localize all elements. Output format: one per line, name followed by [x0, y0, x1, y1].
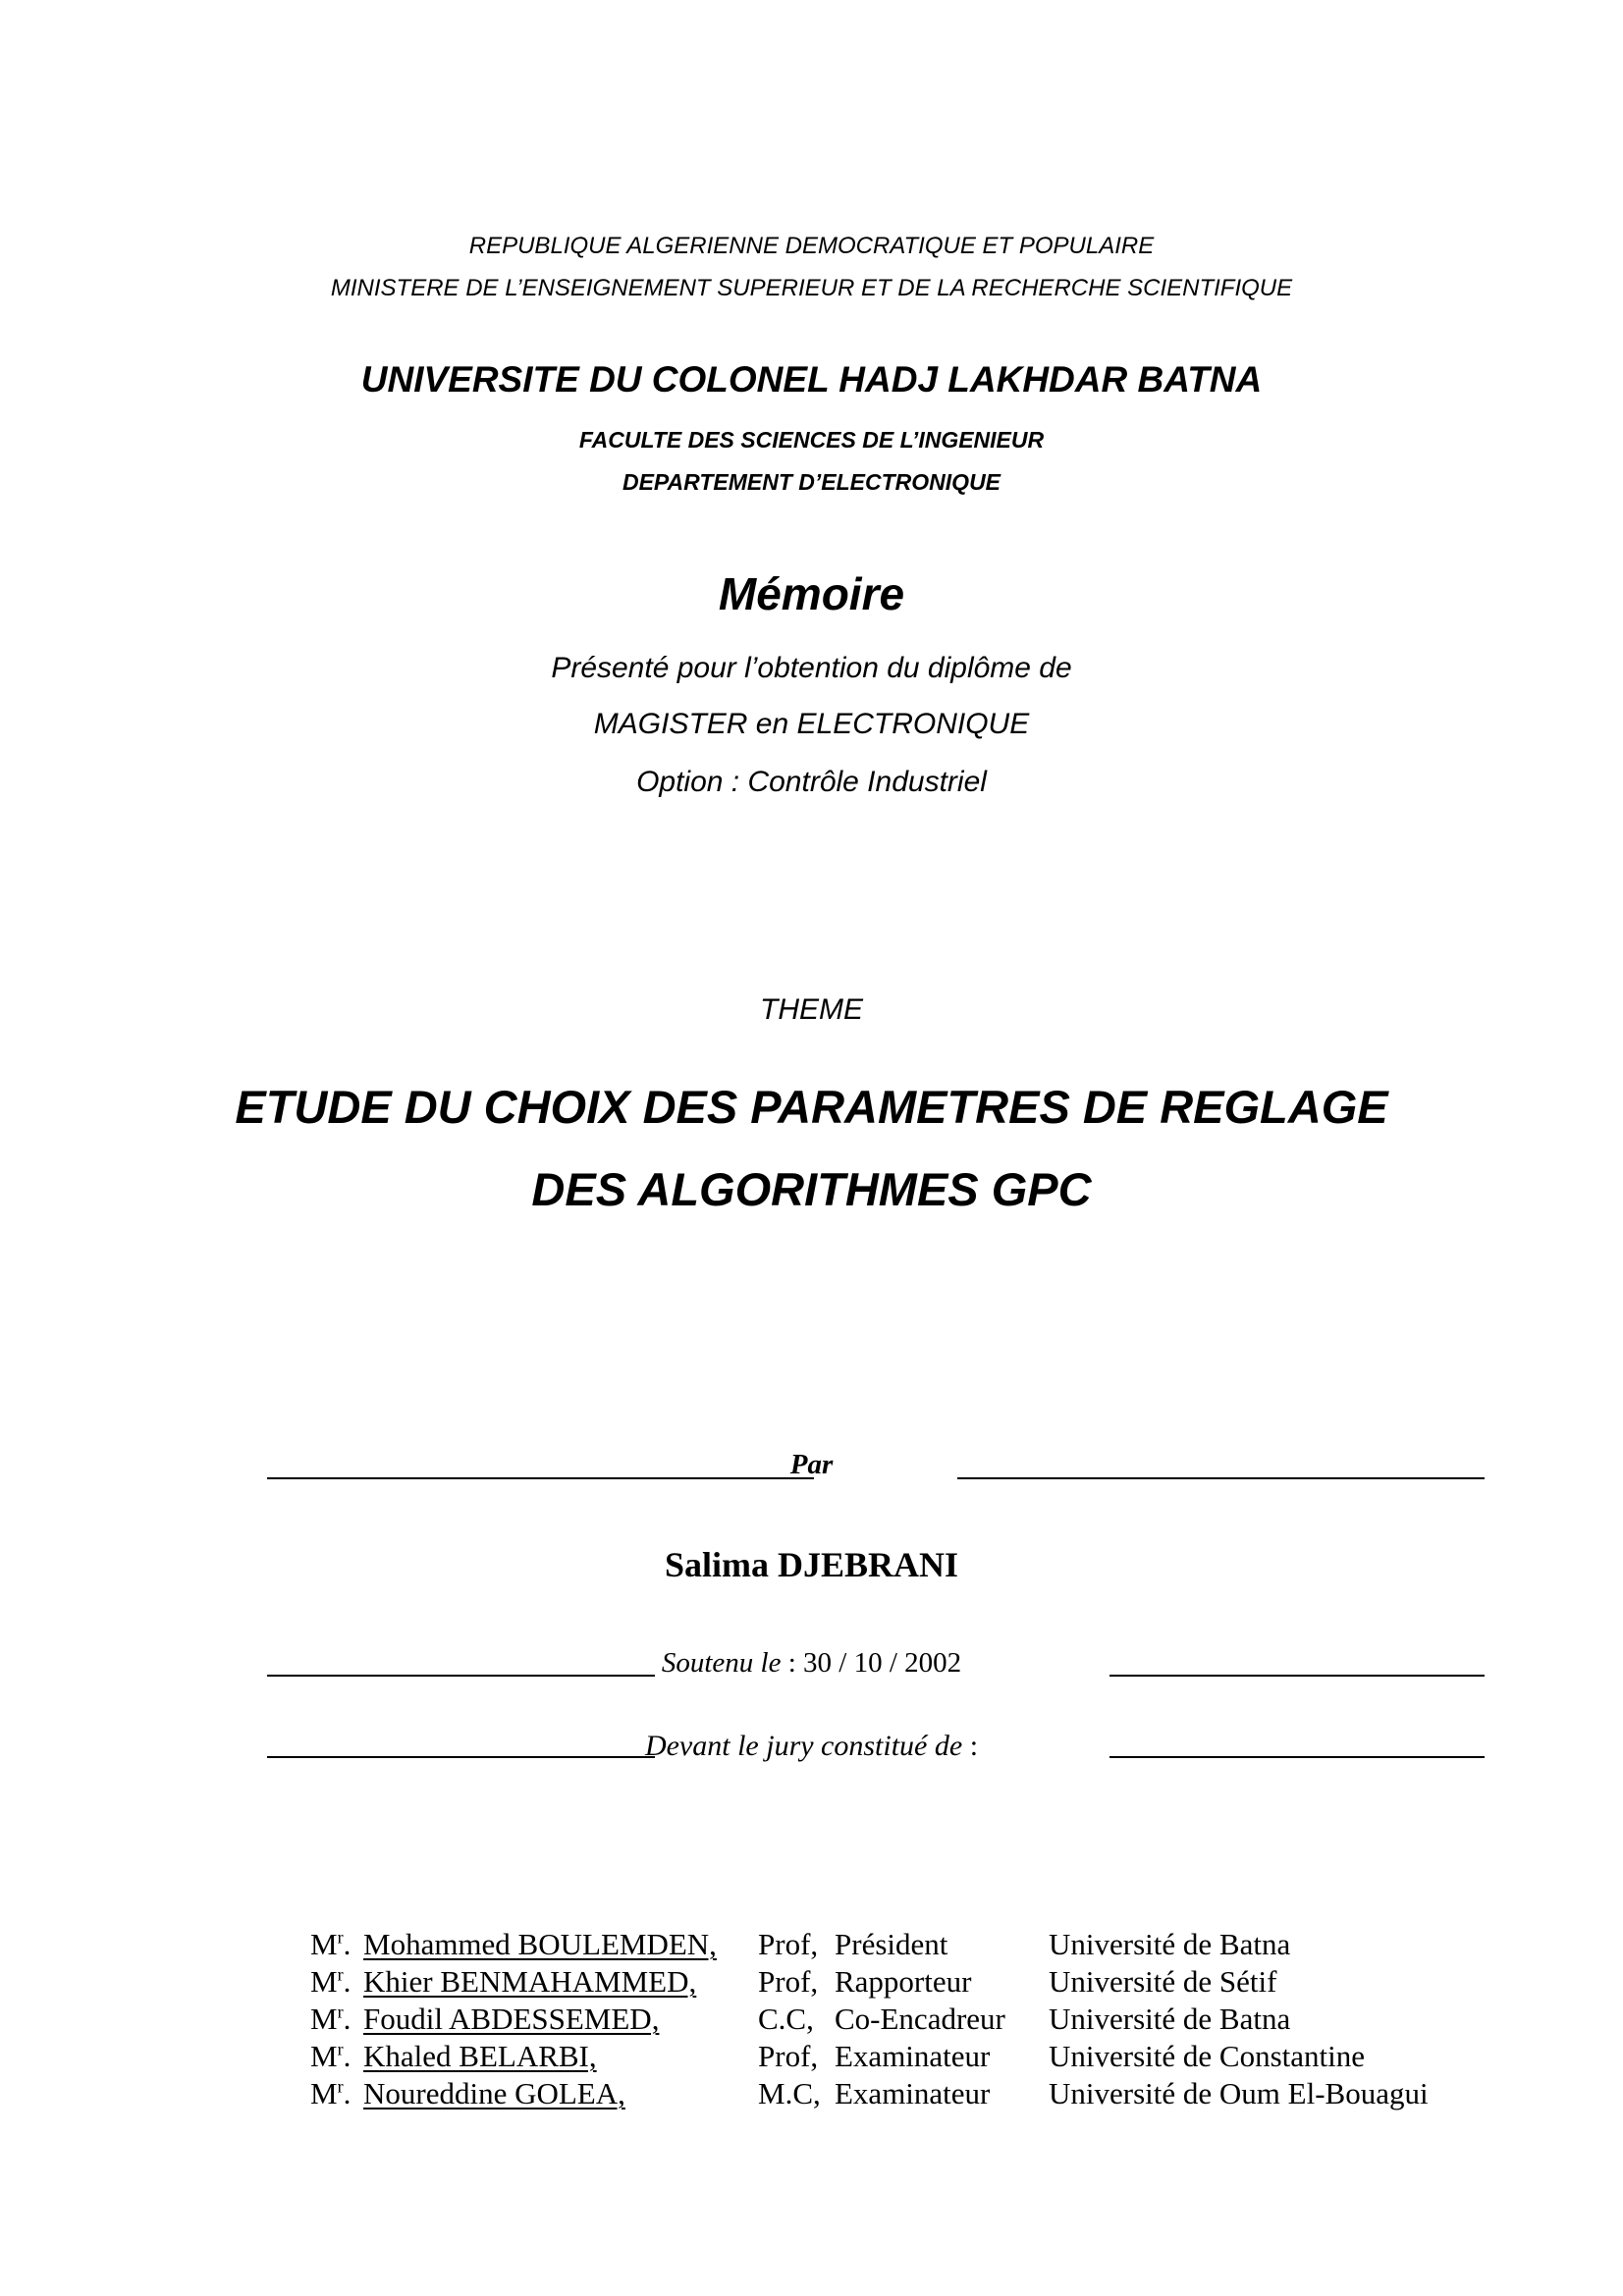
divider-rule [957, 1477, 1485, 1479]
document-type: Mémoire [718, 568, 905, 619]
jury-member-name: Mohammed BOULEMDEN, [363, 1927, 717, 1961]
thesis-title-line1: ETUDE DU CHOIX DES PARAMETRES DE REGLAGE [235, 1081, 1388, 1133]
faculty-name: FACULTE DES SCIENCES DE L’INGENIEUR [578, 427, 1045, 453]
defense-label: Soutenu le [661, 1647, 782, 1679]
by-label: Par [789, 1449, 834, 1480]
jury-member-name: Foudil ABDESSEMED, [363, 2002, 660, 2036]
jury-member-role: Examinateur [835, 2039, 991, 2073]
degree: MAGISTER en ELECTRONIQUE [593, 708, 1030, 740]
jury-member-university: Université de Oum El-Bouagui [1049, 2076, 1429, 2110]
header-ministry: MINISTERE DE L’ENSEIGNEMENT SUPERIEUR ET DE LA RECHERCHE SCIENTIFIQUE [330, 275, 1293, 301]
jury-member-grade: C.C, [758, 2002, 814, 2036]
department-name: DEPARTEMENT D’ELECTRONIQUE [622, 469, 1001, 495]
jury-label: Devant le jury constitué de [644, 1730, 963, 1762]
jury-member-name: Khier BENMAHAMMED, [363, 1964, 697, 1999]
thesis-title-line2: DES ALGORITHMES GPC [531, 1163, 1092, 1215]
jury-member-role: Rapporteur [835, 1964, 972, 1999]
honorific: $M^r$. [310, 2002, 352, 2036]
jury-member-university: Université de Batna [1049, 1927, 1291, 1961]
jury-member-grade: Prof, [758, 1964, 819, 1999]
honorific: $M^r$. [310, 1927, 352, 1961]
jury-member-grade: Prof, [758, 2039, 819, 2073]
theme-label: THEME [760, 993, 863, 1026]
defense-date: : 30 / 10 / 2002 [781, 1647, 962, 1679]
jury-member-role: Examinateur [835, 2076, 991, 2110]
author-name: Salima DJEBRANI [664, 1545, 959, 1584]
jury-member-grade: M.C, [758, 2076, 821, 2110]
jury-member-role: Co-Encadreur [835, 2002, 1005, 2036]
jury-member-role: Président [835, 1927, 948, 1961]
honorific: $M^r$. [310, 2039, 352, 2073]
presented-for: Présenté pour l’obtention du diplôme de [551, 652, 1072, 684]
divider-rule [1109, 1756, 1485, 1758]
option: Option : Contrôle Industriel [636, 766, 987, 798]
jury-member-name: Noureddine GOLEA, [363, 2076, 625, 2110]
honorific: $M^r$. [310, 2076, 352, 2110]
university-name: UNIVERSITE DU COLONEL HADJ LAKHDAR BATNA [360, 359, 1263, 400]
divider-rule [1109, 1675, 1485, 1677]
jury-member-university: Université de Constantine [1049, 2039, 1365, 2073]
jury-colon: : [962, 1730, 979, 1762]
header-republic: REPUBLIQUE ALGERIENNE DEMOCRATIQUE ET POPULAIRE [468, 233, 1155, 259]
jury-member-university: Université de Batna [1049, 2002, 1291, 2036]
jury-member-university: Université de Sétif [1049, 1964, 1277, 1999]
jury-member-grade: Prof, [758, 1927, 819, 1961]
jury-member-name: Khaled BELARBI, [363, 2039, 597, 2073]
honorific: $M^r$. [310, 1964, 352, 1999]
